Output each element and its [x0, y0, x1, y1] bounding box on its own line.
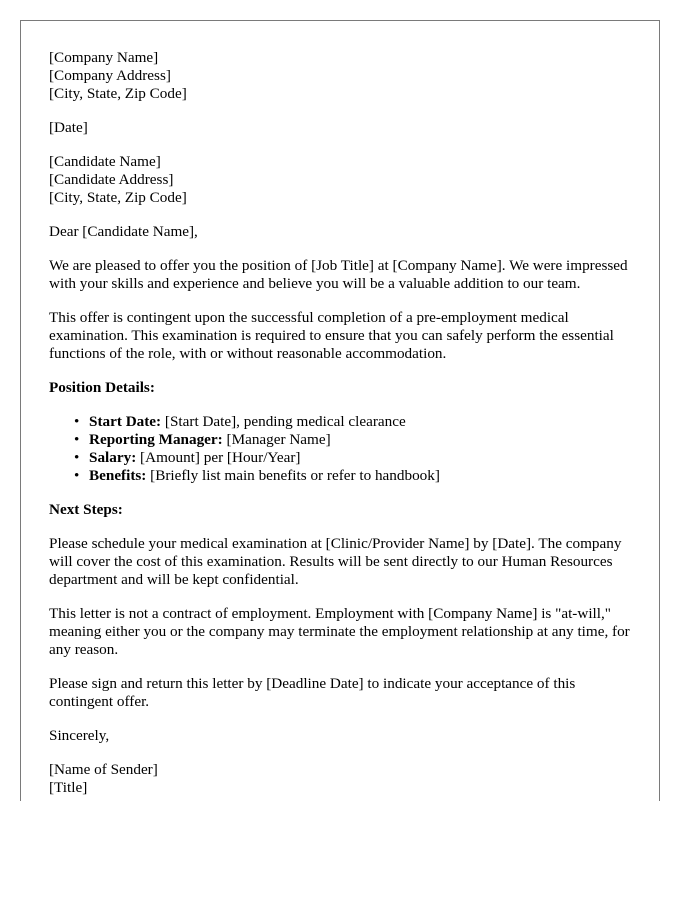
bullet-icon: •	[74, 449, 80, 466]
list-item	[74, 431, 633, 449]
sign-return-paragraph: Please sign and return this letter by [Deadline Date] to indicate your acceptance of this contingent offer.	[49, 675, 576, 710]
bullet-icon: •	[74, 467, 80, 484]
company-address-block	[49, 49, 633, 103]
candidate-address: [Candidate Address]	[49, 171, 174, 188]
benefits-value: [Briefly list main benefits or refer to handbook]	[146, 467, 440, 484]
start-date-value: [Start Date], pending medical clearance	[161, 413, 406, 430]
list-item	[74, 449, 633, 467]
salary-label: Salary:	[89, 449, 137, 466]
signature-block	[49, 761, 633, 797]
candidate-address-block	[49, 153, 633, 207]
letter-date: [Date]	[49, 119, 88, 136]
next-steps-heading: Next Steps:	[49, 501, 123, 518]
company-address: [Company Address]	[49, 67, 171, 84]
position-details-heading: Position Details:	[49, 379, 155, 396]
candidate-name: [Candidate Name]	[49, 153, 161, 170]
company-city-state-zip: [City, State, Zip Code]	[49, 85, 187, 102]
offer-paragraph: We are pleased to offer you the position of [Job Title] at [Company Name]. We were impressed with your skills and experience and believe you will be a valuable addition to our team.	[49, 257, 628, 292]
salutation: Dear [Candidate Name],	[49, 223, 198, 240]
bullet-icon: •	[74, 413, 80, 430]
candidate-city-state-zip: [City, State, Zip Code]	[49, 189, 187, 206]
sender-name: [Name of Sender]	[49, 761, 158, 778]
reporting-manager-label: Reporting Manager:	[89, 431, 223, 448]
bullet-icon: •	[74, 431, 80, 448]
list-item	[74, 413, 633, 431]
schedule-paragraph: Please schedule your medical examination at [Clinic/Provider Name] by [Date]. The company will cover the cost of this examination. Results will be sent directly to our Human Resources department and will be kept confidential.	[49, 535, 622, 588]
letter-page	[20, 20, 660, 801]
reporting-manager-value: [Manager Name]	[222, 431, 331, 448]
letter-body	[49, 49, 633, 801]
company-name: [Company Name]	[49, 49, 159, 66]
closing: Sincerely,	[49, 727, 110, 744]
at-will-paragraph: This letter is not a contract of employment. Employment with [Company Name] is "at-will," meaning either you or the company may terminate the employment relationship at any time, for any reason.	[49, 605, 630, 658]
position-details-list	[49, 413, 633, 485]
start-date-label: Start Date:	[89, 413, 162, 430]
benefits-label: Benefits:	[89, 467, 147, 484]
list-item	[74, 467, 633, 485]
salary-value: [Amount] per [Hour/Year]	[136, 449, 301, 466]
contingency-paragraph: This offer is contingent upon the successful completion of a pre-employment medical examination. This examination is required to ensure that you can safely perform the essential functions of the role, with or without reasonable accommodation.	[49, 309, 614, 362]
sender-title: [Title]	[49, 779, 88, 796]
